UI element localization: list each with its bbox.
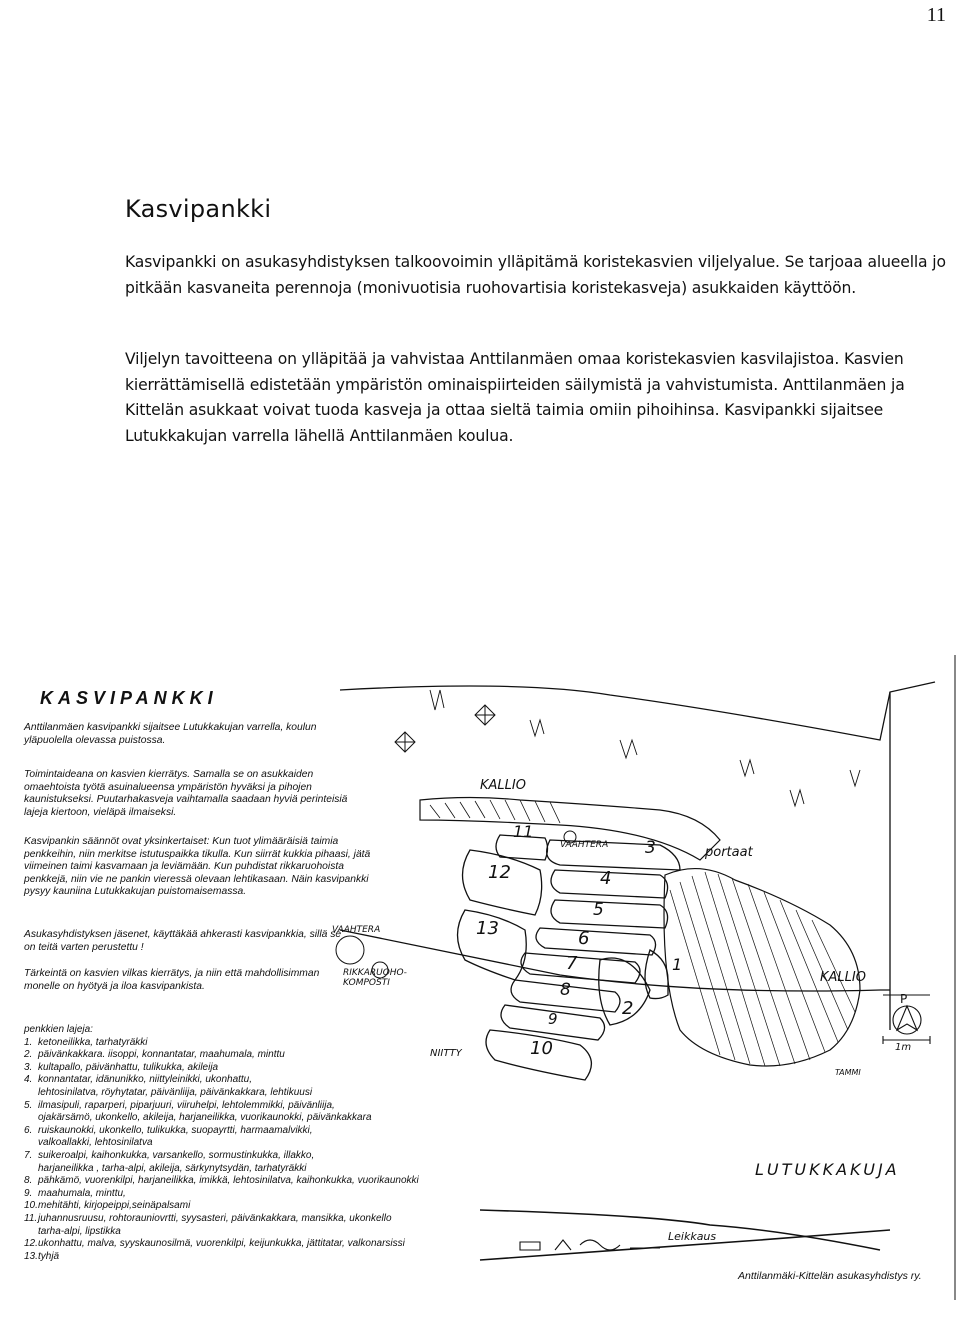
species-item-number: 13. [24, 1250, 38, 1262]
species-item [24, 1163, 494, 1176]
rules-text: Kasvipankin säännöt ovat yksinkertaiset: Kun tuot ylimääräisiä taimia penkkeihin, niin merkitse istutuspaikka tikulla. Kun siirrät kukkia pihaasi, jätä viimeinen taimi kasvamaan ja leviämään. Kun puhdistat rikkaruohoista penkkejä, niin vie ne pankin vieressä olevaan lehtikasaan. Näin kasvipankki pysyy kauniina Lutukkakujan puistomaisemassa. [24, 836, 371, 898]
species-item-text: ruiskaunokki, ukonkello, tulikukka, suopayrtti, harmaamalvikki, [38, 1124, 313, 1136]
bed-number-5: 5 [593, 900, 604, 920]
members-text: Asukasyhdistyksen jäsenet, käyttäkää ahkerasti kasvipankkia, sillä se on teitä varten perustettu ! [24, 929, 342, 953]
bed-number-3: 3 [645, 838, 656, 858]
species-item-number: 7. [24, 1149, 33, 1161]
bed-number-7: 7 [566, 953, 578, 974]
label-niitty: NIITTY [430, 1048, 462, 1059]
species-item-number: 3. [24, 1061, 33, 1073]
species-item [24, 1062, 494, 1075]
species-item-text: juhannusruusu, rohtorauniovrtti, syysasteri, päivänkakkara, mansikka, ukonkello [38, 1212, 392, 1224]
bed-number-13: 13 [476, 918, 499, 939]
label-kompostori: RIKKARUOHO-KOMPOSTI [343, 968, 407, 988]
bed-number-2: 2 [622, 998, 634, 1019]
credit: Anttilanmäki-Kittelän asukasyhdistys ry. [738, 1270, 922, 1282]
species-item-number: 12. [24, 1238, 38, 1250]
species-item [24, 1175, 494, 1188]
species-item [24, 1137, 494, 1150]
species-item-number: 6. [24, 1124, 33, 1136]
species-item-text: päivänkakkara. iisoppi, konnantatar, maahumala, minttu [38, 1049, 285, 1061]
kallio-hatching [430, 800, 560, 823]
species-item-text: ukonhattu, malva, syyskaunosilmä, vuorenkilpi, keijunkukka, jättitatar, valkonarsissi [38, 1238, 405, 1250]
species-item [24, 1238, 494, 1251]
species-item-text: suikeroalpi, kaihonkukka, varsankello, sormustinkukka, illakko, [38, 1149, 315, 1161]
park-boundary [340, 682, 935, 740]
label-vaahtera-top: VAAHTERA [560, 840, 609, 850]
species-item-text: pähkämö, vuorenkilpi, harjaneilikka, imikkä, lehtosinilatva, kaihonkukka, vuorikaunokki [38, 1175, 419, 1187]
label-portaat: portaat [705, 845, 753, 860]
species-item [24, 1125, 494, 1138]
species-item [24, 1112, 494, 1125]
species-item [24, 1074, 494, 1087]
species-item-text: tarha-alpi, lipstikka [38, 1225, 121, 1237]
species-item-number: 5. [24, 1099, 33, 1111]
label-tammi: TAMMI [835, 1068, 861, 1077]
species-item [24, 1213, 494, 1226]
fence-symbols [520, 1240, 660, 1250]
species-item-text: mehitähti, kirjopeippi,seinäpalsami [38, 1200, 191, 1212]
species-item-number: 2. [24, 1049, 33, 1061]
species-item-text: kultapallo, päivänhattu, tulikukka, akileija [38, 1061, 219, 1073]
kallio-area [420, 798, 720, 861]
species-item-number: 9. [24, 1187, 33, 1199]
label-scale: 1m [895, 1042, 912, 1053]
species-item-text: tyhjä [38, 1250, 60, 1262]
bed-1 [645, 950, 668, 999]
location-text: Anttilanmäen kasvipankki sijaitsee Lutukkakujan varrella, koulun yläpuolella olevassa puistossa. [24, 722, 317, 746]
species-item-number: 11. [24, 1212, 38, 1224]
bed-7 [521, 953, 640, 983]
shrub-left [395, 732, 415, 752]
species-item [24, 1100, 494, 1113]
species-list [24, 1037, 494, 1264]
label-north: P [900, 992, 908, 1006]
label-kallio-top: KALLIO [480, 778, 526, 793]
shrub-top [475, 705, 495, 725]
species-item-text: harjaneilikka , tarha-alpi, akileija, särkynytsydän, tarhatyräkki [38, 1162, 307, 1174]
species-item-text: valkoallakki, lehtosinilatva [38, 1137, 153, 1149]
bed-number-12: 12 [488, 862, 511, 883]
garden-map [0, 650, 960, 1326]
bed-number-10: 10 [530, 1038, 553, 1059]
species-item-number: 4. [24, 1074, 33, 1086]
species-item [24, 1049, 494, 1062]
species-item-text: ojakärsämö, ukonkello, akileija, harjaneilikka, vuorikaunokki, päivänkakkara [38, 1112, 372, 1124]
slope-hatching [670, 872, 855, 1066]
label-lutukkakuja: LUTUKKAKUJA [755, 1160, 900, 1179]
species-item [24, 1226, 494, 1239]
species-item [24, 1200, 494, 1213]
species-item-text: ketoneilikka, tarhatyräkki [38, 1036, 148, 1048]
note-text: Tärkeintä on kasvien vilkas kierrätys, ja niin että mahdollisimman monelle on hyötyä ja iloa kasvipankista. [24, 968, 320, 992]
species-item [24, 1251, 494, 1264]
intro-paragraph: Kasvipankki on asukasyhdistyksen talkoovoimin ylläpitämä koristekasvien viljelyalue. Se tarjoaa alueella jo pitkään kasvaneita perennoja (monivuotisia ruohovartisia koristekasveja) asukkaiden käyttöön. [125, 253, 946, 297]
map-title: KASVIPANKKI [40, 688, 218, 708]
species-item-text: lehtosinilatva, röyhytatar, päivänliija, päivänkakkara, lehtikuusi [38, 1086, 313, 1098]
page-number: 11 [926, 4, 946, 26]
bed-number-8: 8 [560, 980, 571, 1000]
species-item [24, 1188, 494, 1201]
goal-paragraph: Viljelyn tavoitteena on ylläpitää ja vahvistaa Anttilanmäen omaa koristekasvien kasvilajistoa. Kasvien kierrättämisellä edistetään ympäristön ominaispiirteiden säilymistä ja vahvistumista. Anttilanmäen ja Kittelän asukkaat voivat tuoda kasveja ja ottaa sieltä taimia omiin pihoihinsa. Kasvipankki sijaitsee Lutukkakujan varrella lähellä Anttilanmäen koulua. [125, 350, 905, 445]
species-item-text: konnantatar, idänunikko, niittyleinikki, ukonhattu, [38, 1074, 253, 1086]
label-leikkaus: Leikkaus [668, 1230, 717, 1243]
species-item-number: 10. [24, 1200, 38, 1212]
species-item [24, 1087, 494, 1100]
species-item-text: ilmasipuli, raparperi, piparjuuri, viiruhelpi, lehtolemmikki, päivänliija, [38, 1099, 335, 1111]
goal-text: Toimintaideana on kasvien kierrätys. Samalla se on asukkaiden omaehtoista työtä asuinalueensa ympäristön hyväksi ja pihojen kaunistukseksi. Puutarhakasveja vaihtamalla saadaan hyviä perinteisiä lajeja kiertoon, vieläpä ilmaiseksi. [24, 769, 348, 818]
bed-6 [536, 928, 656, 955]
species-title: penkkien lajeja: [24, 1024, 93, 1035]
species-section [24, 1024, 494, 1263]
species-item-number: 8. [24, 1175, 33, 1187]
page-title: Kasvipankki [125, 195, 272, 223]
bed-number-9: 9 [548, 1010, 558, 1028]
bed-number-11: 11 [513, 822, 534, 841]
label-kallio-right: KALLIO [820, 970, 866, 985]
species-item [24, 1150, 494, 1163]
label-vaahtera-left: VAAHTERA [332, 925, 381, 935]
bed-number-4: 4 [600, 868, 612, 889]
species-item-text: maahumala, minttu, [38, 1187, 126, 1199]
bed-number-1: 1 [672, 955, 683, 974]
bed-5 [551, 900, 668, 928]
species-item [24, 1037, 494, 1050]
bed-number-6: 6 [578, 928, 590, 949]
species-item-number: 1. [24, 1036, 33, 1048]
